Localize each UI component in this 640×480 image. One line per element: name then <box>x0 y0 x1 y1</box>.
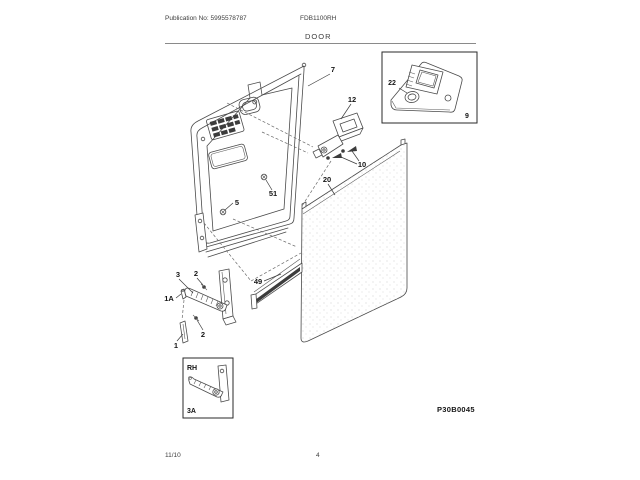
callout-hinge-pin: 1A <box>164 294 174 303</box>
callout-door-liner: 7 <box>330 65 336 74</box>
callout-bottom-trim: 49 <box>253 277 263 286</box>
diagram-plate-id: P30B0045 <box>437 405 475 414</box>
footer-date-code: 11/10 <box>165 452 181 459</box>
publication-number: Publication No: 5995578787 <box>165 15 247 22</box>
callout-hinge-link: 1 <box>173 341 179 350</box>
callout-console-dial: 22 <box>388 80 396 87</box>
callout-latch-screws: 10 <box>357 160 367 169</box>
model-number: FDB1100RH <box>300 15 337 22</box>
hinge-link <box>180 321 188 343</box>
footer-page-number: 4 <box>316 452 320 459</box>
page-title: DOOR <box>305 32 332 41</box>
outer-door-panel <box>301 139 407 342</box>
hinge-screw-lower <box>193 315 199 321</box>
hinge-screw-upper <box>201 284 207 290</box>
callout-outer-panel: 20 <box>322 175 332 184</box>
hinge-inset-part: 3A <box>187 408 196 415</box>
door-latch <box>313 113 363 160</box>
screw-51 <box>261 174 267 180</box>
callout-hinge-screw-lower: 2 <box>200 330 206 339</box>
callout-screw-51: 51 <box>268 189 278 198</box>
callout-latch: 12 <box>347 95 357 104</box>
callout-hinge-screw-upper: 2 <box>193 269 199 278</box>
callout-screw-5: 5 <box>234 198 240 207</box>
console-inset <box>382 52 477 123</box>
hinge-inset <box>183 358 233 418</box>
hinge-assembly <box>180 269 236 343</box>
hinge-inset-orientation: RH <box>187 365 198 372</box>
callout-hinge-arm: 3 <box>175 270 181 279</box>
callout-console-panel: 9 <box>465 113 469 120</box>
screw-5 <box>220 209 226 215</box>
